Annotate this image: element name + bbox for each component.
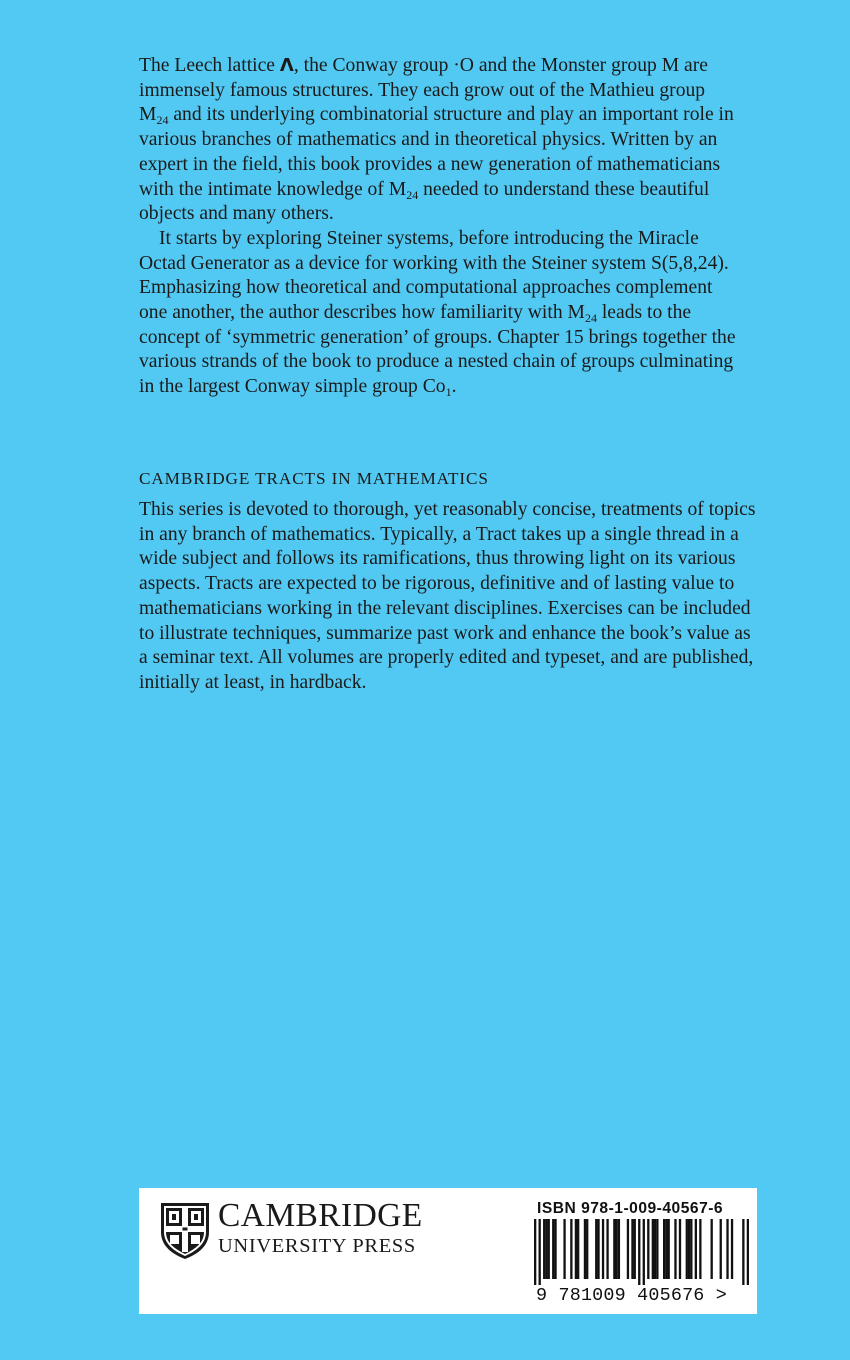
barcode-bar: [652, 1219, 654, 1279]
barcode-bar: [711, 1219, 713, 1279]
barcode-bar: [631, 1219, 633, 1279]
barcode-bar: [606, 1219, 608, 1279]
barcode-bar: [554, 1219, 556, 1279]
barcode-bar: [665, 1219, 667, 1279]
publisher-isbn-box: [139, 1188, 757, 1314]
barcode-bar: [686, 1219, 688, 1279]
barcode-bar: [577, 1219, 579, 1279]
barcode-bar: [690, 1219, 692, 1279]
barcode-bar: [539, 1219, 541, 1285]
barcode-bar: [595, 1219, 597, 1279]
barcode-bar: [627, 1219, 629, 1279]
barcode-bar: [731, 1219, 733, 1279]
isbn-label: ISBN 978-1-009-40567-6: [537, 1200, 724, 1217]
barcode-bar: [643, 1219, 645, 1285]
barcode-bar: [656, 1219, 658, 1279]
barcode-bar: [613, 1219, 615, 1279]
barcode-bar: [618, 1219, 620, 1279]
barcode-bar: [552, 1219, 554, 1279]
barcode-bar: [638, 1219, 640, 1285]
barcode-bar: [584, 1219, 586, 1279]
barcode-bar: [747, 1219, 749, 1285]
barcode-bar: [575, 1219, 577, 1279]
barcode-bar: [742, 1219, 744, 1285]
barcode-bar: [597, 1219, 599, 1279]
barcode-bar: [570, 1219, 572, 1279]
barcode-bar: [586, 1219, 588, 1279]
barcode-bar: [663, 1219, 665, 1279]
barcode-bar: [548, 1219, 550, 1279]
book-blurb: [139, 54, 739, 400]
barcode-bar: [720, 1219, 722, 1279]
barcode-bar: [545, 1219, 547, 1279]
ean13-barcode: [534, 1219, 749, 1285]
blurb-paragraph-1: The Leech lattice Λ, the Conway group ·O and the Monster group M are immensely famous structures. They each grow out of the Mathieu group $M_{24}$ and its underlying combinatorial structure and play an important role in various branches of mathematics and in theoretical physics. Written by an expert in the field, this book provides a new generation of mathematicians with the intimate knowledge of $M_{24}$ needed to understand these beautiful objects and many others.: [139, 55, 734, 225]
barcode-bar: [654, 1219, 656, 1279]
barcode-bar: [563, 1219, 565, 1279]
isbn-digits: 9 781009 405676 >: [536, 1285, 728, 1306]
barcode-bar: [674, 1219, 676, 1279]
barcode-bar: [679, 1219, 681, 1279]
cambridge-shield-icon: [160, 1202, 210, 1260]
barcode-bar: [534, 1219, 536, 1285]
barcode-bar: [602, 1219, 604, 1279]
blurb-paragraph-2: It starts by exploring Steiner systems, before introducing the Miracle Octad Generator as a device for working with the Steiner system S(5,8,24). Emphasizing how theoretical and computational approaches complement one another, the author describes how familiarity with $M_{24}$ leads to the concept of ‘symmetric generation’ of groups. Chapter 15 brings together the various strands of the book to produce a nested chain of groups culminating in the largest Conway simple group $Co_1$.: [139, 227, 736, 400]
series-title: CAMBRIDGE TRACTS IN MATHEMATICS: [139, 469, 489, 488]
barcode-bar: [647, 1219, 649, 1279]
barcode-bar: [543, 1219, 545, 1279]
barcode-bar: [726, 1219, 728, 1279]
barcode-bar: [634, 1219, 636, 1279]
barcode-bar: [699, 1219, 701, 1279]
publisher-subtitle: UNIVERSITY PRESS: [218, 1235, 416, 1257]
publisher-name: CAMBRIDGE: [218, 1197, 423, 1234]
series-text: This series is devoted to thorough, yet reasonably concise, treatments of topics in any branch of mathematics. Typically, a Tract takes up a single thread in a wide subject and follows its ramifications, thus throwing light on its various aspects. Tracts are expected to be rigorous, definitive and of lasting value to mathematicians working in the relevant disciplines. Exercises can be included to illustrate techniques, summarize past work and enhance the book’s value as a seminar text. All volumes are properly edited and typeset, and are published, initially at least, in hardback.: [139, 499, 756, 693]
barcode-bar: [615, 1219, 617, 1279]
barcode-bar: [688, 1219, 690, 1279]
series-description: [139, 469, 759, 696]
lambda-symbol: Λ: [279, 55, 294, 76]
barcode-bar: [695, 1219, 697, 1279]
barcode-bar: [668, 1219, 670, 1279]
